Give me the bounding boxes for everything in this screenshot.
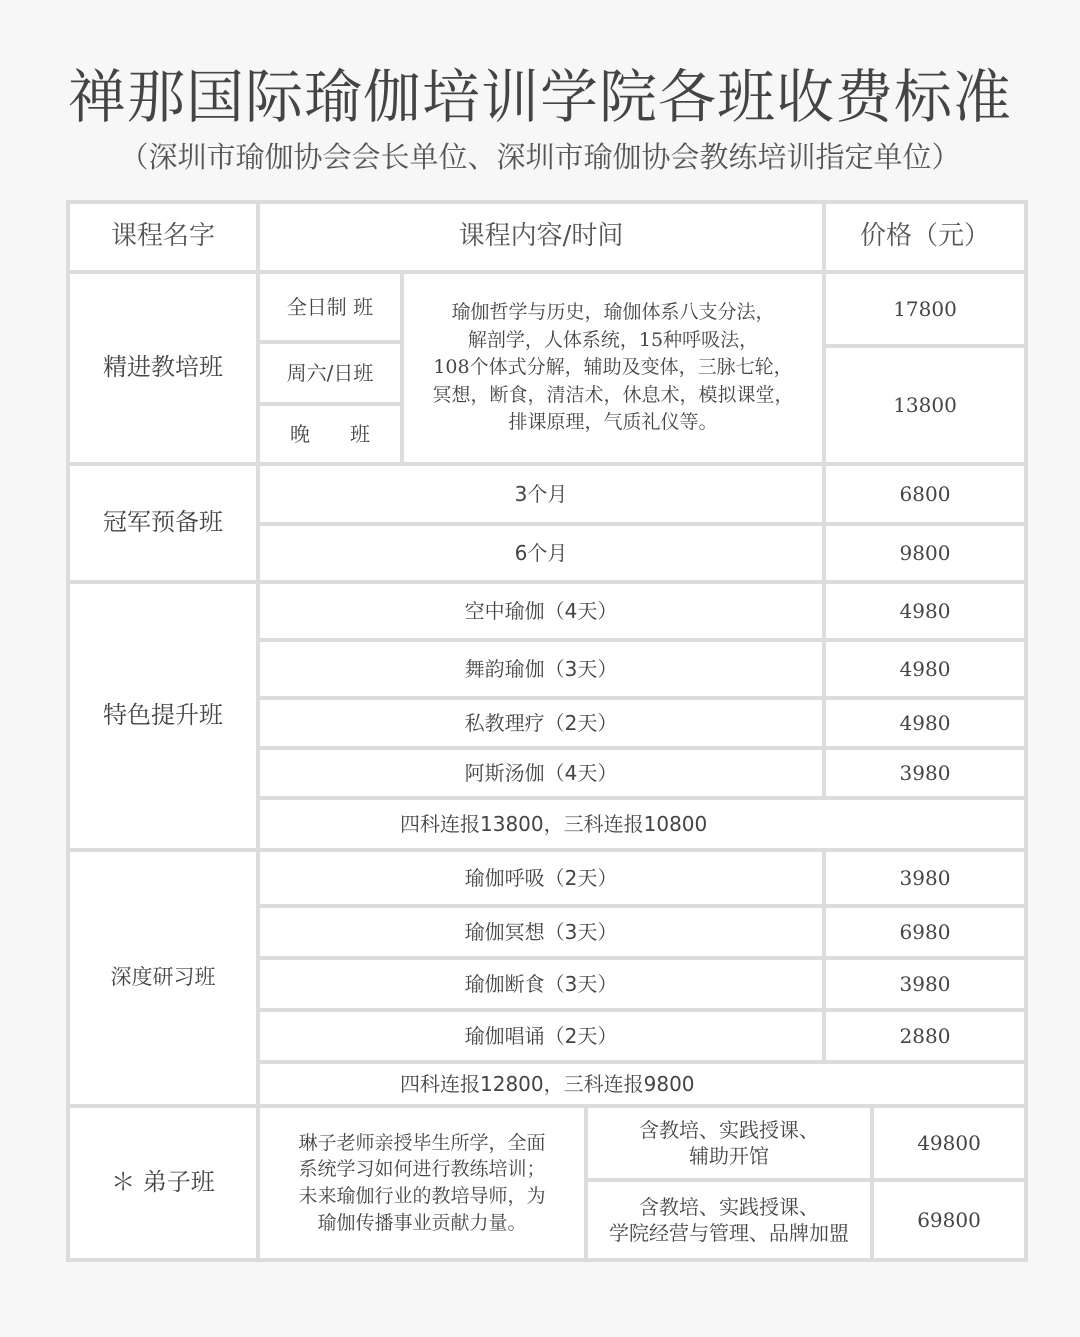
shendu-content-2: 瑜伽冥想（3天） (260, 908, 822, 956)
dizi-description: 琳子老师亲授毕生所学，全面 系统学习如何进行教练培训； 未来瑜伽行业的教培导师，为 瑜伽传播事业贡献力量。 (260, 1108, 584, 1258)
tese-price-4: 3980 (826, 750, 1024, 796)
page-subtitle: （深圳市瑜伽协会会长单位、深圳市瑜伽协会教练培训指定单位） (119, 140, 961, 174)
shendu-content-3: 瑜伽断食（3天） (260, 960, 822, 1008)
jinjin-price-2: 13800 (826, 348, 1024, 462)
category-jinjin: 精进教培班 (70, 274, 256, 462)
shendu-combo: 四科连报12800，三科连报9800 (260, 1064, 1024, 1104)
tese-combo: 四科连报13800，三科连报10800 (260, 800, 1024, 848)
dizi-price-1: 49800 (874, 1108, 1024, 1178)
category-tese: 特色提升班 (70, 584, 256, 848)
guanjun-price-1: 6800 (826, 466, 1024, 522)
jinjin-description: 瑜伽哲学与历史，瑜伽体系八支分法， 解剖学，人体系统，15种呼吸法， 108个体式分解，辅助及变体，三脉七轮， 冥想，断食，清洁术，休息术，模拟课堂， 排课原理，气质礼仪等。 (404, 274, 822, 462)
guanjun-price-2: 9800 (826, 526, 1024, 580)
dizi-content-2: 含教培、实践授课、 学院经营与管理、品牌加盟 (588, 1182, 870, 1258)
tese-price-1: 4980 (826, 584, 1024, 638)
shendu-price-1: 3980 (826, 852, 1024, 904)
header-course-content: 课程内容/时间 (260, 204, 822, 270)
shendu-content-1: 瑜伽呼吸（2天） (260, 852, 822, 904)
tese-content-2: 舞韵瑜伽（3天） (260, 642, 822, 696)
shendu-price-4: 2880 (826, 1012, 1024, 1060)
fee-table (66, 200, 1028, 1262)
guanjun-content-2: 6个月 (260, 526, 822, 580)
guanjun-content-1: 3个月 (260, 466, 822, 522)
tese-price-3: 4980 (826, 700, 1024, 746)
jinjin-sub-evening: 晚 班 (260, 406, 400, 462)
dizi-price-2: 69800 (874, 1182, 1024, 1258)
tese-content-1: 空中瑜伽（4天） (260, 584, 822, 638)
jinjin-sub-weekend: 周六/日班 (260, 344, 400, 402)
category-shendu: 深度研习班 (70, 852, 256, 1104)
tese-price-2: 4980 (826, 642, 1024, 696)
category-guanjun: 冠军预备班 (70, 466, 256, 580)
shendu-price-2: 6980 (826, 908, 1024, 956)
jinjin-sub-fulltime: 全日制 班 (260, 274, 400, 340)
header-price: 价格（元） (826, 204, 1024, 270)
dizi-content-1: 含教培、实践授课、 辅助开馆 (588, 1108, 870, 1178)
header-course-name: 课程名字 (70, 204, 256, 270)
shendu-price-3: 3980 (826, 960, 1024, 1008)
tese-content-3: 私教理疗（2天） (260, 700, 822, 746)
page-title: 禅那国际瑜伽培训学院各班收费标准 (67, 63, 1012, 131)
jinjin-price-1: 17800 (826, 274, 1024, 344)
category-dizi: ＊ 弟子班 (70, 1108, 256, 1258)
shendu-content-4: 瑜伽唱诵（2天） (260, 1012, 822, 1060)
tese-content-4: 阿斯汤伽（4天） (260, 750, 822, 796)
